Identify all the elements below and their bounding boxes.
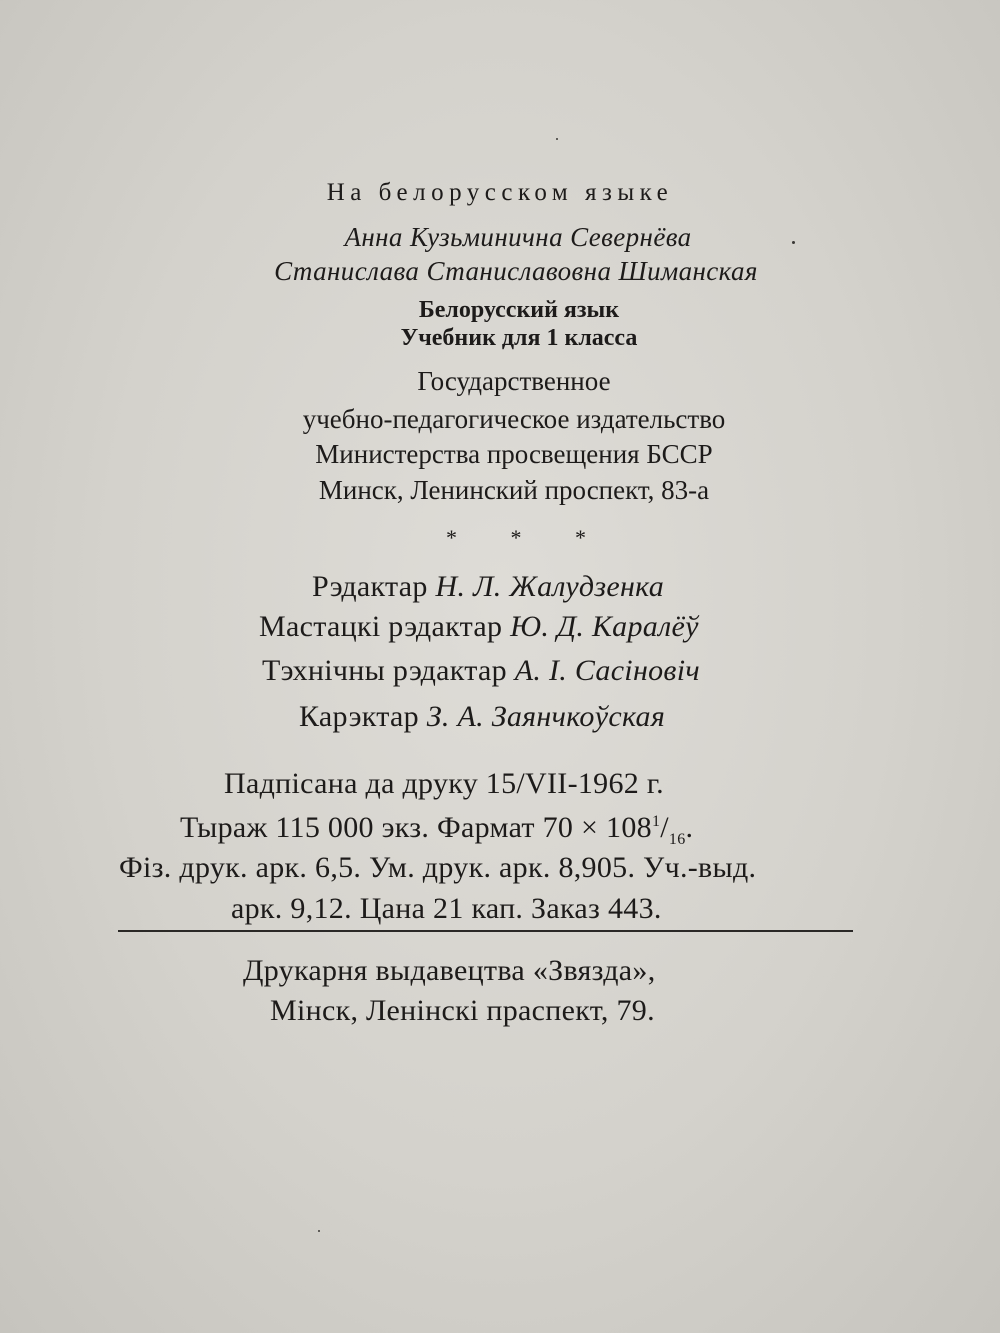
publisher-line-2: учебно-педагогическое издательство [302, 404, 726, 434]
book-subtitle: Учебник для 1 класса [400, 325, 638, 351]
paper-speck [792, 241, 795, 244]
art-editor-credit [259, 612, 699, 642]
paper-speck [556, 138, 558, 140]
print-info-line-2: Тыраж 115 000 экз. Фармат $70 \times 108^1/_{16}$. [180, 811, 694, 848]
proofreader-name: З. А. Заянчкоўская [426, 700, 666, 733]
author-1: Анна Кузьминична Севернёва [344, 222, 692, 252]
separator: * * * [446, 525, 610, 550]
publisher-line-4: Минск, Ленинский проспект, 83-а [318, 475, 710, 505]
publisher-line-3: Министерства просвещения БССР [315, 439, 713, 469]
print-info-line-4: арк. 9,12. Цана 21 кап. Заказ 443. [231, 892, 662, 925]
tech-editor-name: А. І. Сасіновіч [514, 654, 700, 687]
art-editor-label: Мастацкі рэдактар [259, 610, 503, 643]
paper-speck [318, 1230, 320, 1232]
printer-line-1: Друкарня выдавецтва «Звязда», [243, 954, 656, 987]
divider-rule [118, 930, 853, 932]
book-title: Белорусский язык [418, 297, 620, 323]
print-info-line-1: Падпісана да друку 15/VII-1962 г. [224, 767, 664, 800]
art-editor-name: Ю. Д. Каралёў [510, 610, 699, 643]
author-2: Станислава Станиславовна Шиманская [274, 256, 758, 286]
editor-label: Рэдактар [312, 570, 428, 603]
editor-name: Н. Л. Жалудзенка [435, 570, 665, 603]
proofreader-label: Карэктар [299, 700, 419, 733]
proofreader-credit [299, 702, 665, 732]
tech-editor-credit [262, 656, 700, 686]
printer-line-2: Мінск, Ленінскі праспект, 79. [270, 994, 655, 1027]
language-note: На белорусском языке [326, 179, 674, 206]
tech-editor-label: Тэхнічны рэдактар [262, 654, 507, 687]
print-info-line-3: Фіз. друк. арк. 6,5. Ум. друк. арк. 8,905. Уч.-выд. [119, 851, 757, 884]
editor-credit [312, 572, 664, 602]
publisher-line-1: Государственное [417, 366, 611, 396]
